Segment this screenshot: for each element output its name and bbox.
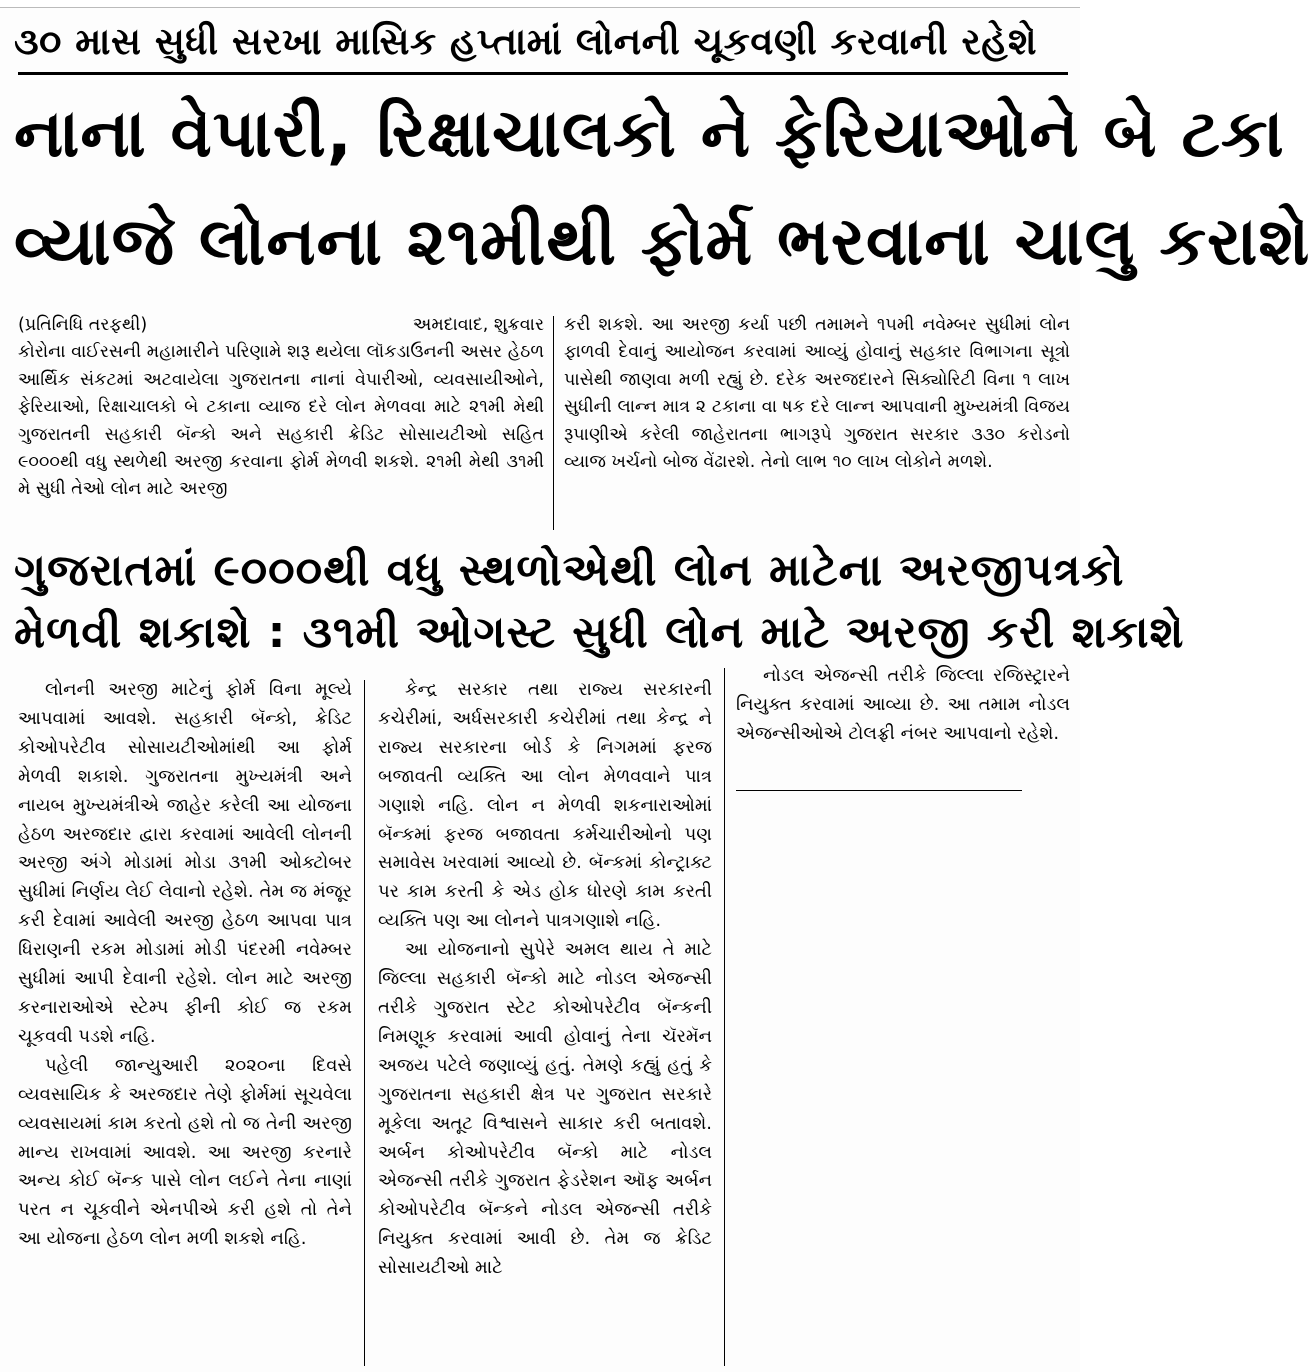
column-1-paragraph-1: લોનની અરજી માટેનું ફોર્મ વિના મૂલ્યે આપવામાં આવશે. સહકારી બૅન્કો, ક્રેડિટ કોઓપરેટીવ સોસાયટીઓમાંથી આ ફોર્મ મેળવી શકાશે. ગુજરાતના મુખ્યમંત્રી અને નાયબ મુખ્યમંત્રીએ જાહેર કરેલી આ યોજના હેઠળ અરજદાર દ્વારા કરવામાં આવેલી લોનની અરજી અંગે મોડામાં મોડા ૩૧મી ઓક્ટોબર સુધીમાં નિર્ણય લેઈ લેવાનો રહેશે. તેમ જ મંજૂર કરી દેવામાં આવેલી અરજી હેઠળ આપવા પાત્ર ધિરાણની રકમ મોડામાં મોડી પંદરમી નવેમ્બર સુધીમાં આપી દેવાની રહેશે. લોન માટે અરજી કરનારાઓએ સ્ટેમ્પ ફીની કોઈ જ રકમ ચૂકવવી પડશે નહિ. (18, 679, 352, 1047)
main-headline-line-1: નાના વેપારી, રિક્ષાચાલકો ને ફેરિયાઓને બે ટકા (14, 95, 1285, 172)
intro-left-text: કોરોના વાઈરસની મહામારીને પરિણામે શરૂ થયેલા લૉકડાઉનની અસર હેઠળ આર્થિક સંકટમાં અટવાયેલા ગુજરાતના નાનાં વેપારીઓ, વ્યવસાયીઓને, ફેરિયાઓ, રિક્ષાચાલકો બે ટકાના વ્યાજ દરે લોન મેળવવા માટે ૨૧મી મેથી ગુજરાતની સહકારી બૅન્કો અને સહકારી ક્રેડિટ સોસાયટીઓ સહિત ૯૦૦૦થી વધુ સ્થળેથી અરજી કરવાના ફોર્મ મેળવી શકશે. ૨૧મી મેથી ૩૧મી મે સુધી તેઓ લોન માટે અરજી (18, 342, 544, 500)
body-column-1 (18, 676, 352, 1366)
byline: (પ્રતિનિધિ તરફથી) (18, 315, 148, 335)
byline-row (18, 312, 544, 339)
kicker-underline (18, 72, 1068, 75)
intro-column-divider (553, 316, 554, 530)
subheadline-line-2: મેળવી શકાશે : ૩૧મી ઓગસ્ટ સુધી લોન માટે અરજી કરી શકાશે (14, 607, 1185, 658)
intro-column-right: કરી શકશે. આ અરજી કર્યા પછી તમામને ૧૫મી નવેમ્બર સુધીમાં લોન ફાળવી દેવાનું આયોજન કરવામાં આવ્યું હોવાનું સહકાર વિભાગના સૂત્રો પાસેથી જાણવા મળી રહ્યું છે. દરેક અરજદારને સિક્યોરિટી વિના ૧ લાખ સુધીની લાન્ન માત્ર ૨ ટકાના વા ષક દરે લાન્ન આપવાની મુખ્યમંત્રી વિજય રૂપાણીએ કરેલી જાહેરાતના ભાગરૂપે ગુજરાત સરકાર ૩૩૦ કરોડનો વ્યાજ ખર્ચનો બોજ વેંઢારશે. તેનો લાભ ૧૦ લાખ લોકોને મળશે. (564, 315, 1070, 473)
main-headline-line-2: વ્યાજે લોનના ૨૧મીથી ફોર્મ ભરવાના ચાલુ કરાશે (14, 203, 1310, 280)
column-1-paragraph-2: પહેલી જાન્યુઆરી ૨૦૨૦ના દિવસે વ્યવસાયિક કે અરજદાર તેણે ફોર્મમાં સૂચવેલા વ્યવસાયમાં કામ કરતો હશે તો જ તેની અરજી માન્ય રાખવામાં આવશે. આ અરજી કરનારે અન્ય કોઈ બૅન્ક પાસે લોન લઈને તેના નાણાં પરત ન ચૂકવીને એનપીએ કરી હશે તો તેને આ યોજના હેઠળ લોન મળી શકશે નહિ. (18, 1054, 352, 1250)
column-3-end-rule (736, 790, 1022, 791)
intro-column-left (18, 312, 544, 534)
body-column-2 (378, 676, 712, 1366)
top-edge-strip (0, 0, 1080, 8)
column-2-paragraph-2: આ યોજનાનો સુપેરે અમલ થાય તે માટે જિલ્લા સહકારી બૅન્કો માટે નોડલ એજન્સી તરીકે ગુજરાત સ્ટેટ કોઓપરેટીવ બૅન્કની નિમણૂક કરવામાં આવી હોવાનું તેના ચૅરમૅન અજય પટેલે જણાવ્યું હતું. તેમણે કહ્યું હતું કે ગુજરાતના સહકારી ક્ષેત્ર પર ગુજરાત સરકારે મૂકેલા અતૂટ વિશ્વાસને સાકાર કરી બતાવશે. અર્બન કોઓપરેટીવ બૅન્કો માટે નોડલ એજન્સી તરીકે ગુજરાત ફેડરેશન ઑફ અર્બન કોઓપરેટીવ બૅન્કને નોડલ એજન્સી તરીકે નિયુક્ત કરવામાં આવી છે. તેમ જ ક્રેડિટ સોસાયટીઓ માટે (378, 939, 712, 1279)
column-divider-1 (364, 680, 365, 1366)
kicker-headline: ૩૦ માસ સુધી સરખા માસિક હપ્તામાં લોનની ચૂકવણી કરવાની રહેશે (14, 20, 1038, 63)
dateline: અમદાવાદ, શુક્રવાર (412, 315, 544, 335)
subheadline-line-1: ગુજરાતમાં ૯૦૦૦થી વધુ સ્થળોએથી લોન માટેના અરજીપત્રકો (14, 545, 1125, 596)
body-column-3 (736, 662, 1070, 786)
column-divider-2 (724, 668, 725, 1366)
column-3-paragraph-1: નોડલ એજન્સી તરીકે જિલ્લા રજિસ્ટ્રારને નિયુક્ત કરવામાં આવ્યા છે. આ તમામ નોડલ એજન્સીઓએ ટોલફ્રી નંબર આપવાનો રહેશે. (736, 665, 1070, 744)
column-2-paragraph-1: કેન્દ્ર સરકાર તથા રાજ્ય સરકારની કચેરીમાં, અર્ધસરકારી કચેરીમાં તથા કેન્દ્ર ને રાજ્ય સરકારના બોર્ડ કે નિગમમાં ફરજ બજાવતી વ્યક્તિ આ લોન મેળવવાને પાત્ર ગણાશે નહિ. લોન ન મેળવી શકનારાઓમાં બૅન્કમાં ફરજ બજાવતા કર્મચારીઓનો પણ સમાવેસ ખરવામાં આવ્યો છે. બૅન્કમાં કોન્ટ્રાક્ટ પર કામ કરતી કે એડ હોક ધોરણે કામ કરતી વ્યક્તિ પણ આ લોનને પાત્રગણાશે નહિ. (378, 679, 712, 932)
